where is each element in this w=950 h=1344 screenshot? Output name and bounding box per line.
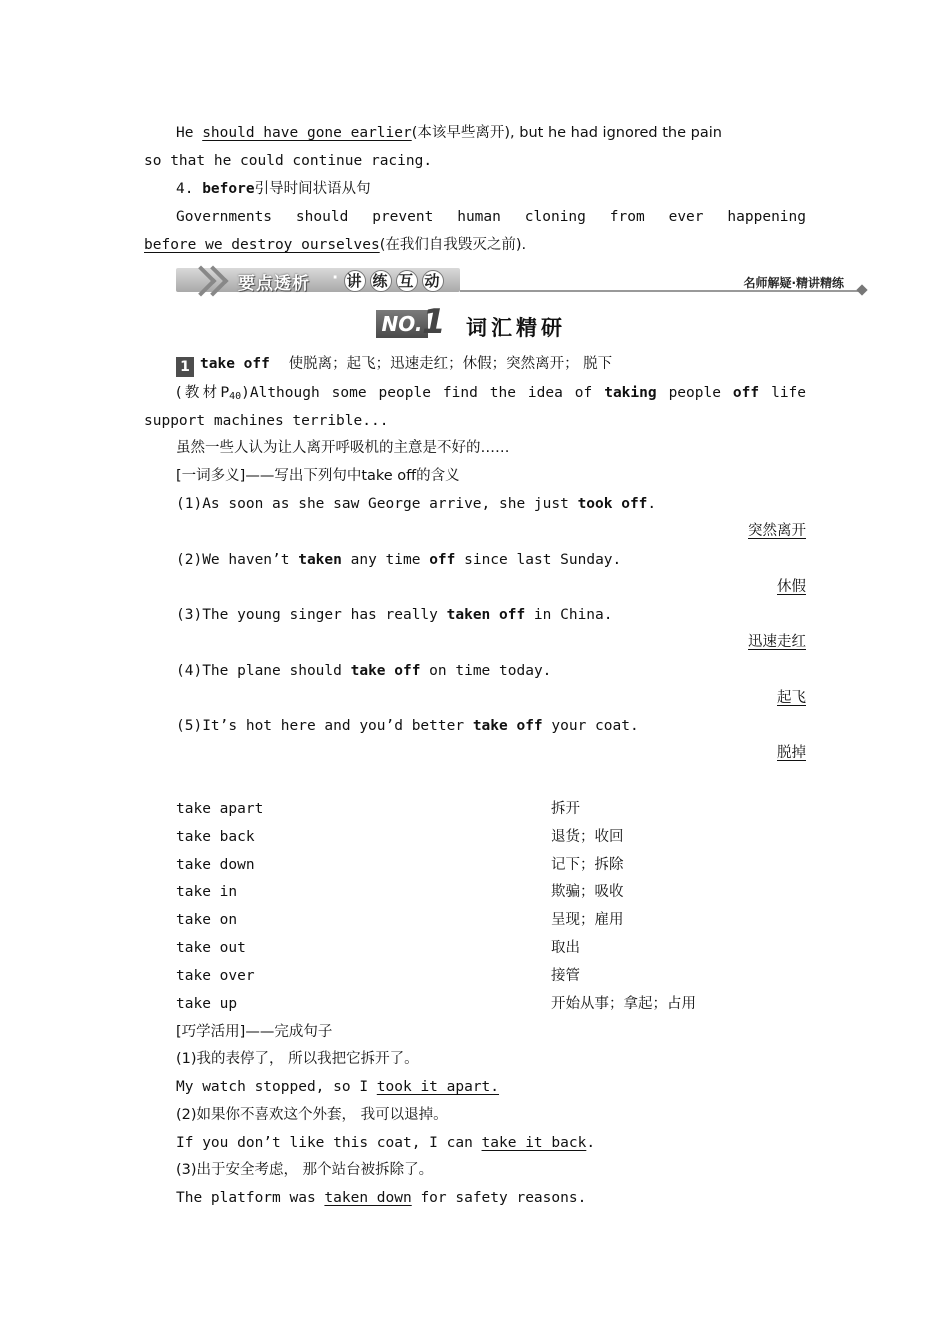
entry-source-line-2: support machines terrible... <box>144 413 389 429</box>
keyword: take off <box>472 718 543 734</box>
senses-task: [一词多义]——写出下列句中take off的含义 <box>176 468 460 484</box>
intro-line-2: so that he could continue racing. <box>144 153 433 169</box>
text: people <box>656 385 733 401</box>
keyword: before <box>202 181 255 197</box>
sense-sentence <box>176 550 621 570</box>
answer-underlined: taken down <box>324 1190 412 1206</box>
banner-subtitle <box>344 270 448 292</box>
sense-sentence <box>176 716 639 736</box>
text: If you don’t like this coat, I can <box>176 1134 482 1151</box>
text: (1)As soon as she saw George arrive, she just <box>176 496 578 512</box>
keyword: taken off <box>446 607 526 623</box>
sense-sentence <box>176 661 551 681</box>
text: My watch stopped, so I <box>176 1079 377 1095</box>
diamond-icon <box>856 284 867 295</box>
phrase-en: take back <box>176 828 255 845</box>
phrase-cn: 接管 <box>551 967 580 984</box>
text: 引导时间状语从句 <box>254 181 371 197</box>
sense-answer: 休假 <box>777 578 806 595</box>
answer-underlined: take it back <box>481 1134 587 1151</box>
text: (教材P <box>176 385 230 401</box>
banner-char: 讲 <box>344 270 366 292</box>
sense-answer: 突然离开 <box>748 523 806 539</box>
phrase-en: take over <box>176 967 255 984</box>
sense-sentence <box>176 605 613 625</box>
answer-underlined: before we destroy ourselves <box>144 237 380 253</box>
phrase-en: take apart <box>176 801 264 817</box>
banner-char: 动 <box>422 270 444 292</box>
text: (4)The plane should <box>176 662 351 679</box>
banner-dot: · <box>330 268 341 288</box>
banner-title: 要点透析 <box>238 274 310 294</box>
text: The platform was <box>176 1190 325 1206</box>
phrase-cn: 取出 <box>551 940 580 956</box>
practice-task: [巧学活用]——完成句子 <box>176 1024 333 1040</box>
intro-line-3 <box>176 179 371 199</box>
practice-prompt: (2)如果你不喜欢这个外套， 我可以退掉。 <box>176 1106 448 1123</box>
section-banner <box>176 268 866 296</box>
text: since last Sunday. <box>455 551 622 568</box>
phrase-cn: 拆开 <box>551 801 580 817</box>
phrase-en: take in <box>176 884 238 901</box>
phrase-en: take up <box>176 995 238 1012</box>
intro-line-5 <box>144 235 526 255</box>
answer-underlined: took it apart. <box>376 1079 500 1095</box>
entry-number-badge: 1 <box>176 357 194 377</box>
practice-prompt: (1)我的表停了， 所以我把它拆开了。 <box>176 1051 419 1067</box>
text: . <box>647 496 657 512</box>
banner-char: 练 <box>370 270 392 292</box>
banner-char: 互 <box>396 270 418 292</box>
phrase-cn: 开始从事；拿起；占用 <box>551 995 696 1012</box>
text: (5)It’s hot here and you’d better <box>176 718 473 734</box>
keyword: took off <box>577 496 648 512</box>
text: in China. <box>525 607 613 623</box>
phrase-cn: 记下；拆除 <box>551 856 624 873</box>
section-title: 词汇精研 <box>466 316 566 340</box>
phrase-en: take on <box>176 912 238 929</box>
text: (本该早些离开), but he had ignored the pain <box>411 125 722 141</box>
sense-answer: 脱掉 <box>777 745 806 761</box>
practice-sentence <box>176 1077 499 1097</box>
text: )Although some people find the idea of <box>241 385 605 401</box>
text: (3)The young singer has really <box>176 607 447 623</box>
text: . <box>586 1134 596 1151</box>
banner-right-label: 名师解疑·精讲精练 <box>743 276 844 290</box>
phrase-cn: 呈现；雇用 <box>551 912 624 929</box>
text: life <box>759 385 807 401</box>
intro-line-4: Governments should prevent human cloning from ever happening <box>176 209 806 225</box>
text: He <box>176 125 203 141</box>
page-subscript: 40 <box>229 391 242 402</box>
keyword: taking <box>604 385 657 401</box>
section-number: 1 <box>422 302 446 342</box>
entry-translation: 虽然一些人认为让人离开呼吸机的主意是不好的…… <box>176 440 510 456</box>
text: any time <box>341 551 430 568</box>
section-no-label: NO. <box>376 310 428 338</box>
entry-meaning: 使脱离；起飞；迅速走红；休假；突然离开； 脱下 <box>288 356 613 372</box>
keyword: off <box>732 385 760 401</box>
practice-sentence <box>176 1188 586 1208</box>
keyword: take off <box>350 662 421 679</box>
sense-answer: 起飞 <box>777 689 806 706</box>
phrase-cn: 欺骗；吸收 <box>551 884 624 901</box>
text: for safety reasons. <box>411 1190 587 1206</box>
answer-underlined: should have gone earlier <box>202 125 412 141</box>
keyword: taken <box>298 551 342 568</box>
entry-heading <box>176 354 612 377</box>
item-number: 4. <box>176 181 203 197</box>
text: your coat. <box>542 718 639 734</box>
entry-source-line-1 <box>176 383 806 407</box>
text: on time today. <box>420 662 552 679</box>
phrase-cn: 退货；收回 <box>551 828 624 845</box>
practice-prompt: (3)出于安全考虑， 那个站台被拆除了。 <box>176 1162 434 1178</box>
phrase-en: take out <box>176 940 246 956</box>
intro-line-1 <box>176 123 806 143</box>
text: (2)We haven’t <box>176 551 299 568</box>
entry-phrase: take off <box>200 356 270 372</box>
sense-sentence <box>176 494 656 514</box>
sense-answer: 迅速走红 <box>748 634 806 650</box>
practice-sentence <box>176 1133 595 1153</box>
phrase-en: take down <box>176 856 255 873</box>
keyword: off <box>429 551 456 568</box>
text: (在我们自我毁灭之前). <box>379 237 527 253</box>
